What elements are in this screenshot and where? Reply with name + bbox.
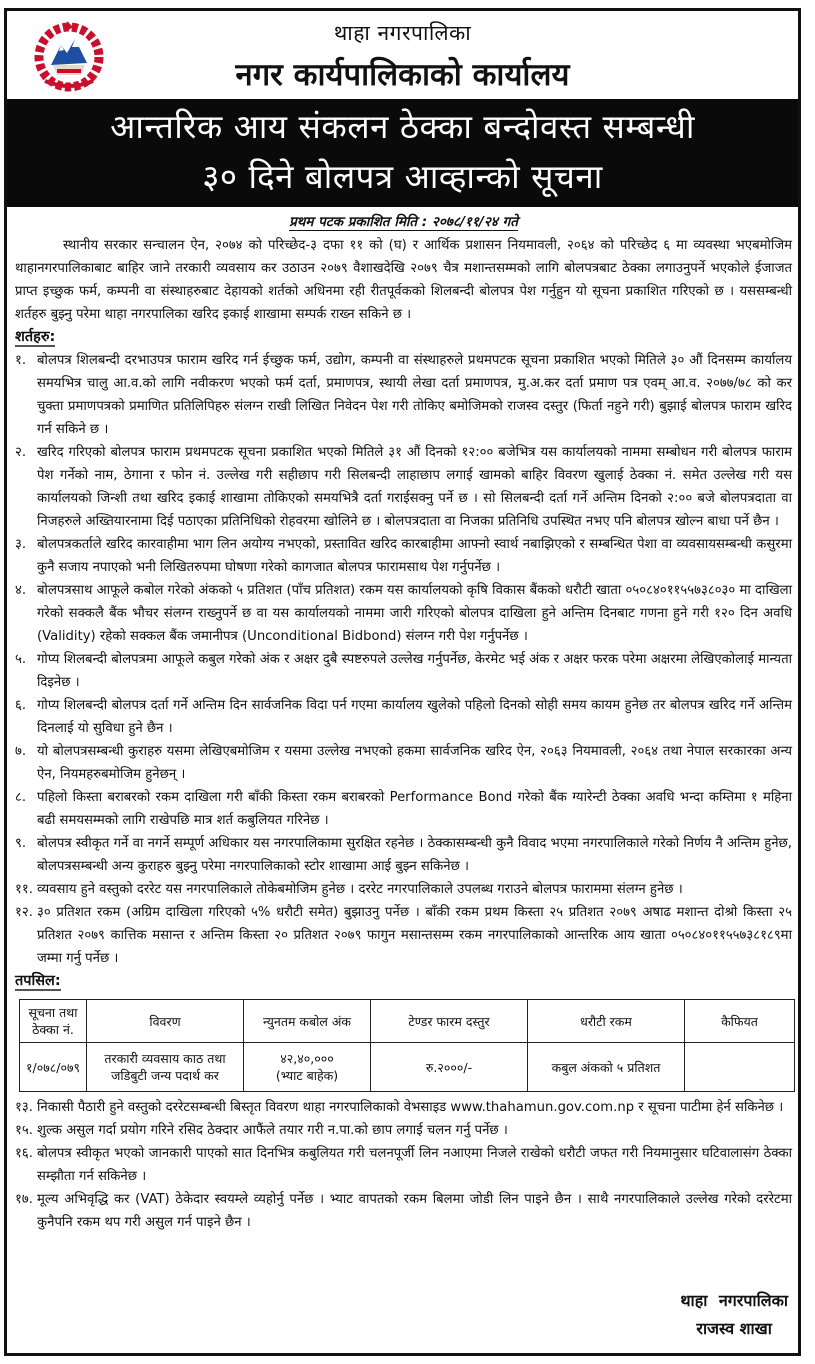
col-min-bid: न्युनतम कबोल अंक	[244, 1000, 371, 1043]
term-item: १२. ३० प्रतिशत रकम (अग्रिम दाखिला गरिएको ५% धरौटी समेत) बुझाउनु पर्नेछ । बाँकी रकम प्रथम किस्ता २५ प्रतिशत २०७९ अषाढ मशान्त दोश्रो किस्ता २५ प्रतिशत २०७९ कात्तिक मसान्त र अन्तिम किस्ता २० प्रतिशत २०७९ फागुन मसान्तसम्म रकम नगरपालिकाको आन्तरिक आय खाता ०५०८४०११५५७३८१८९मा जम्मा गर्नु पर्नेछ ।	[15, 905, 792, 966]
col-remarks: कैफियत	[685, 1000, 795, 1043]
notice-title-line2: ३० दिने बोलपत्र आव्हान्को सूचना	[202, 157, 603, 196]
term-item: ९. बोलपत्र स्वीकृत गर्ने वा नगर्ने सम्पूर्ण अधिकार यस नगरपालिकामा सुरक्षित रहनेछ । ठेक्कासम्बन्धी कुनै विवाद भएमा नगरपालिकाले गरेको निर्णय नै अन्तिम हुनेछ, बोलपत्रसम्बन्धी अन्य कुराहरु बुझ्नु परेमा नगरपालिकाको स्टोर शाखामा आई बुझ्न सकिनेछ ।	[15, 836, 792, 874]
table-row	[20, 1043, 795, 1092]
col-notice-no: सूचना तथा ठेक्का नं.	[20, 1000, 87, 1043]
notice-body	[15, 211, 792, 1234]
term-item: ५. गोप्य शिलबन्दी बोलपत्रमा आफूले कबुल गरेको अंक र अक्षर दुबै स्पष्टरुपले उल्लेख गर्नुपर्नेछ, केरमेट भई अंक र अक्षर फरक परेमा अक्षरमा लेखिएकोलाई मान्यता दिइनेछ ।	[15, 652, 792, 690]
term-item: १६. बोलपत्र स्वीकृत भएको जानकारी पाएको सात दिनभित्र कबुलियत गरी चलनपूर्जी लिन नआएमा निजले राखेको धरौटी जफत गरी नियमानुसार घटिवालासंग ठेक्का सम्झौता गर्न सकिनेछ ।	[15, 1146, 792, 1184]
cell-remarks	[685, 1043, 795, 1092]
intro-paragraph: स्थानीय सरकार सन्चालन ऐन, २०७४ को परिच्छेद-३ दफा ११ को (घ) र आर्थिक प्रशासन नियमावली, २०६४ को परिच्छेद ६ मा व्यवस्था भएबमोजिम थाहानगरपालिकाबाट बाहिर जाने तरकारी व्यवसाय कर उठाउन २०७९ वैशाखदेखि २०७९ चैत्र मशान्तसम्मको लागि बोलपत्रबाट ठेक्का लगाउनुपर्ने भएकोले ईजाजत प्राप्त इच्छुक फर्म, कम्पनी वा संस्थाहरुबाट देहायको शर्तको अधिनमा रही रीतपूर्वकको शिलबन्दी बोलपत्र पेश गर्नुहुन यो सूचना प्रकाशित गरिएको छ । यससम्बन्धी शर्तहरु बुझ्नु परेमा थाहा नगरपालिका खरिद इकाई शाखामा सम्पर्क राख्न सकिने छ ।	[15, 238, 792, 322]
signature-municipality: थाहा नगरपालिका	[680, 1291, 788, 1310]
table-header-row	[20, 1000, 795, 1043]
cell-description: तरकारी व्यवसाय काठ तथा जडिबुटी जन्य पदार्थ कर	[87, 1043, 244, 1092]
term-item: ७. यो बोलपत्रसम्बन्धी कुराहरु यसमा लेखिएबमोजिम र यसमा उल्लेख नभएको हकमा सार्वजनिक खरिद ऐन, २०६३ नियमावली, २०६४ तथा नेपाल सरकारका अन्य ऐन, नियमहरुबमोजिम हुनेछन् ।	[15, 744, 792, 782]
signature-block	[680, 1287, 788, 1343]
term-item: ४. बोलपत्रसाथ आफूले कबोल गरेको अंकको ५ प्रतिशत (पाँच प्रतिशत) रकम यस कार्यालयको कृषि विकास बैंकको धरौटी खाता ०५०८४०११५५७३८०३० मा दाखिला गरेको सक्कलै बैंक भौचर संलग्न राख्नुपर्ने छ वा यस कार्यालयको नाममा जारी गरिएको बोलपत्र दाखिला हुने अन्तिम दिनबाट गणना हुने गरी १२० दिन अवधि (Validity) रहेको सक्कल बैंक जमानीपत्र (Unconditional Bidbond) संलग्न गरी पेश गर्नुपर्नेछ ।	[15, 583, 792, 644]
term-item: १७. मूल्य अभिवृद्धि कर (VAT) ठेकेदार स्वयम्ले व्यहोर्नु पर्नेछ । भ्याट वापतको रकम बिलमा जोडी लिन पाइने छैन । साथै नगरपालिकाले उल्लेख गरेको दररेटमा कुनैपनि रकम थप गरी असुल गर्न पाइने छैन ।	[15, 1192, 792, 1230]
term-item: २. खरिद गरिएको बोलपत्र फाराम प्रथमपटक सूचना प्रकाशित भएको मितिले ३१ औं दिनको १२:०० बजेभित्र यस कार्यालयको नाममा सम्बोधन गरी बोलपत्र फाराम पेश गर्नेको नाम, ठेगाना र फोन नं. उल्लेख गरी सहीछाप गरी सिलबन्दी लाहाछाप लगाई खामको बाहिर विवरण खुलाई ठेक्का नं. समेत उल्लेख गरी यस कार्यालयको जिन्शी तथा खरिद इकाई शाखामा तोकिएको समयभित्रै दर्ता गराईसक्नु पर्ने छ । सो सिलबन्दी दर्ता गर्ने अन्तिम दिनको २:०० बजे बोलपत्रदाता वा निजहरुले अख्तियारनामा दिई पठाएका प्रतिनिधिको रोहवरमा खोलिने छ । बोलपत्रदाता वा निजका प्रतिनिधि उपस्थित नभए पनि बोलपत्र खोल्न बाधा पर्ने छैन ।	[15, 445, 792, 529]
notice-title-line1: आन्तरिक आय संकलन ठेक्का बन्दोवस्त सम्बन्धी	[110, 107, 695, 146]
cell-min-bid: ४२,४०,००० (भ्याट बाहेक)	[244, 1043, 371, 1092]
schedule-table	[19, 999, 795, 1092]
col-description: विवरण	[87, 1000, 244, 1043]
term-item: ११. व्यवसाय हुने वस्तुको दररेट यस नगरपालिकाले तोकेबमोजिम हुनेछ । दररेट नगरपालिकाले उपलब्ध गराउने बोलपत्र फाराममा संलग्न हुनेछ ।	[15, 882, 683, 897]
published-date: प्रथम पटक प्रकाशित मिति : २०७८/११/२४ गते	[289, 214, 518, 230]
term-item: ८. पहिलो किस्ता बराबरको रकम दाखिला गरी बाँकी किस्ता रकम बराबरको Performance Bond गरेको बैंक ग्यारेन्टी ठेक्का अवधि भन्दा कम्तिमा १ महिना बढी समयसम्मको लागि राखेपछि मात्र शर्त कबुलियत गरिनेछ ।	[15, 790, 792, 828]
office-name: नगर कार्यपालिकाको कार्यालय	[235, 57, 570, 93]
terms-list-continued	[15, 1096, 792, 1234]
term-item: १३. निकासी पैठारी हुने वस्तुको दररेटसम्बन्धी बिस्तृत विवरण थाहा नगरपालिकाको वेभसाइड www.thahamun.gov.com.np र सूचना पाटीमा हेर्न सकिनेछ ।	[15, 1100, 784, 1115]
col-form-fee: टेण्डर फारम दस्तुर	[371, 1000, 528, 1043]
term-item: ६. गोप्य शिलबन्दी बोलपत्र दर्ता गर्ने अन्तिम दिन सार्वजनिक विदा पर्न गएमा कार्यालय खुलेको पहिलो दिनको सोही समय कायम हुनेछ तर बोलपत्र खरिद गर्ने अन्तिम दिनलाई यो सुविधा हुने छैन ।	[15, 698, 792, 736]
notice-title-banner	[7, 99, 798, 207]
signature-department: राजस्व शाखा	[696, 1319, 772, 1338]
term-item: १. बोलपत्र शिलबन्दी दरभाउपत्र फाराम खरिद गर्न ईच्छुक फर्म, उद्योग, कम्पनी वा संस्थाहरुले प्रथमपटक सूचना प्रकाशित भएको मितिले ३० औं दिनसम्म कार्यालय समयभित्र चालु आ.व.को लागि नवीकरण भएको फर्म दर्ता, प्रमाणपत्र, स्थायी लेखा दर्ता प्रमाणपत्र, मु.अ.कर दर्ता प्रमाण पत्र एवम् आ.व. २०७७/७८ को कर चुक्ता प्रमाणपत्रको प्रमाणित प्रतिलिपिहरु संलग्न राखी लिखित निवेदन पेश गरी तोकिए बमोजिमको राजस्व दस्तुर (फिर्ता नहुने गरी) बुझाई बोलपत्र फाराम खरिद गर्न सकिने छ ।	[15, 353, 792, 437]
term-item: १५. शुल्क असुल गर्दा प्रयोग गरिने रसिद ठेक्दार आफैंले तयार गरी न.पा.को छाप लगाई चलन गर्नु पर्नेछ ।	[15, 1123, 508, 1138]
notice-frame	[4, 8, 801, 1356]
terms-heading: शर्तहरु:	[15, 329, 56, 345]
municipality-name: थाहा नगरपालिका	[333, 21, 472, 45]
schedule-heading: तपसिल:	[15, 973, 61, 989]
letterhead	[7, 11, 798, 99]
cell-deposit: कबुल अंकको ५ प्रतिशत	[528, 1043, 685, 1092]
term-item: ३. बोलपत्रकर्ताले खरिद कारवाहीमा भाग लिन अयोग्य नभएको, प्रस्तावित खरिद कारबाहीमा आफ्नो स्वार्थ नबाझिएको र सम्बन्धित पेशा वा व्यवसायसम्बन्धी कसुरमा कुनै सजाय नपाएको भनी लिखितरुपमा घोषणा गरेको कागजात बोलपत्र फारामसाथ पेश गर्नुपर्नेछ ।	[15, 537, 792, 575]
cell-notice-no: १/०७८/०७९	[20, 1043, 87, 1092]
cell-form-fee: रु.२०००/-	[371, 1043, 528, 1092]
col-deposit: धरौटी रकम	[528, 1000, 685, 1043]
terms-list	[15, 349, 792, 970]
